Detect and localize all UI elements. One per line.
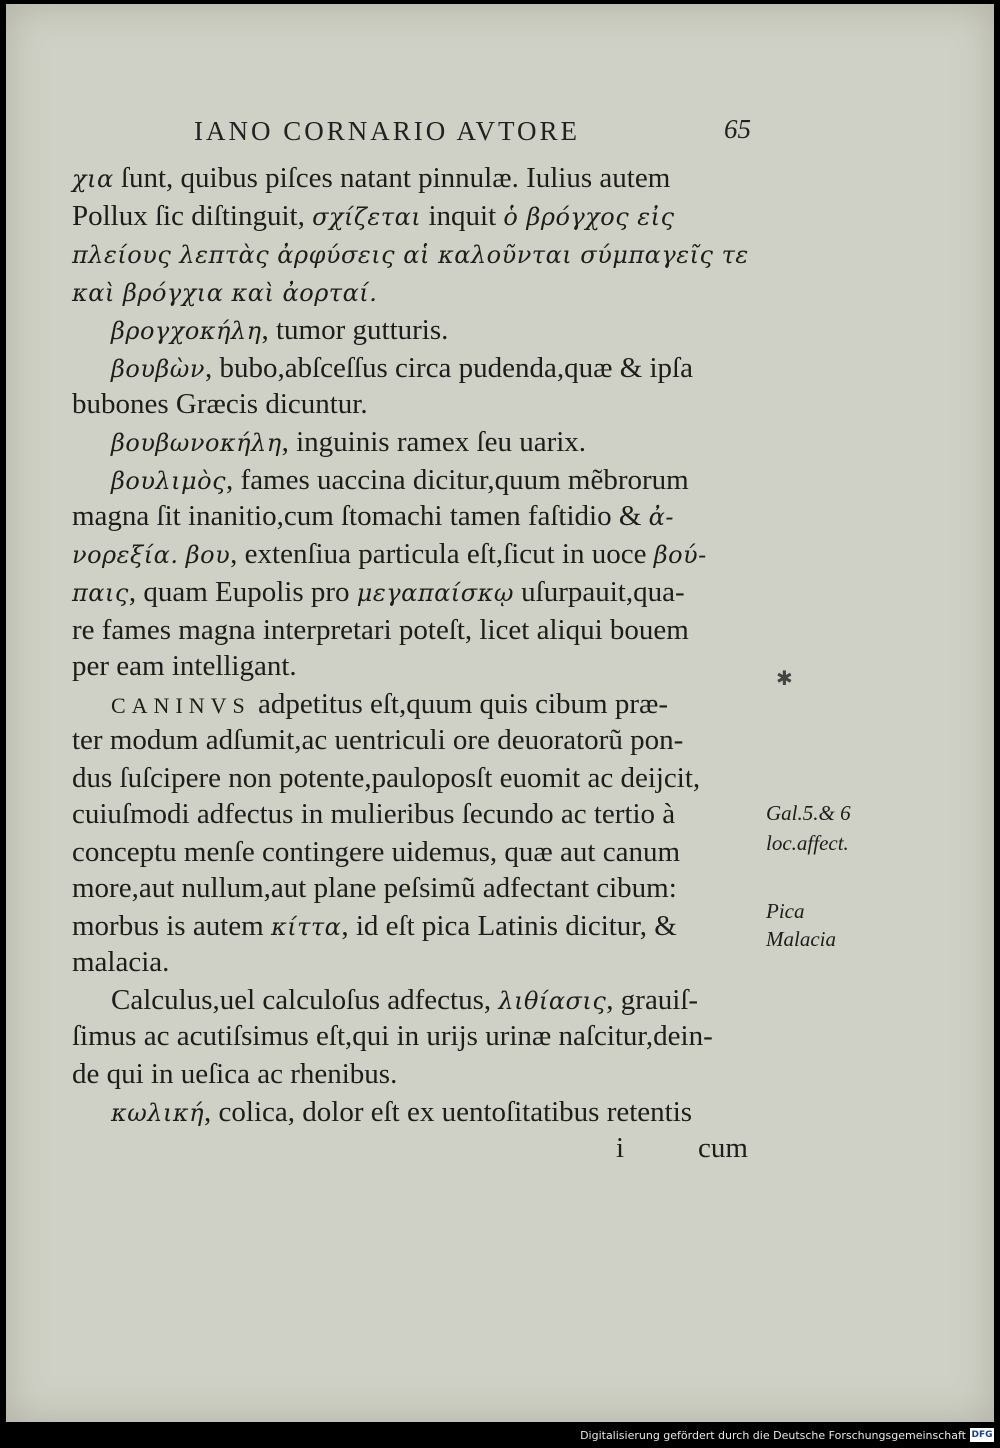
- greek-word: χια: [72, 165, 114, 193]
- text-line-17: [72, 760, 762, 796]
- signature-mark: i: [616, 1132, 625, 1164]
- text-line-20: [72, 870, 762, 906]
- latin-text: , tumor gutturis.: [261, 314, 449, 346]
- page-number: 65: [724, 114, 751, 144]
- greek-word: παις: [72, 579, 129, 607]
- dfg-logo: DFG: [971, 1430, 993, 1440]
- latin-text: , colica, dolor eſt ex uentoſitatibus retentis: [204, 1096, 693, 1128]
- text-line-2: [72, 198, 762, 235]
- text-line-21: [72, 908, 762, 945]
- greek-word: κίττα: [270, 913, 342, 941]
- greek-word: βρογχοκήλη: [111, 317, 262, 345]
- text-line-1: [72, 160, 762, 197]
- latin-text: Calculus,uel calculoſus adfectus,: [111, 984, 499, 1016]
- latin-text: ter modum adſumit,ac uentriculi ore deuoratorũ pon-: [72, 724, 684, 756]
- running-head: IANO CORNARIO AVTORE: [194, 116, 581, 146]
- greek-word: βου: [185, 541, 231, 569]
- text-line-11: [72, 536, 762, 573]
- margin-note-locaffect: loc.affect.: [766, 831, 849, 855]
- latin-text: more,aut nullum,aut plane peſsimũ adfectant cibum:: [72, 872, 677, 904]
- text-line-5: [111, 312, 762, 349]
- book-page: [6, 4, 994, 1422]
- latin-text: per eam intelligant.: [72, 650, 297, 682]
- greek-word: μεγαπαίσκῳ: [356, 579, 514, 607]
- text-line-12: [72, 574, 762, 611]
- margin-note-galen: Gal.5.& 6: [766, 801, 851, 825]
- greek-word: βού-: [653, 541, 707, 569]
- text-line-26: [111, 1094, 762, 1131]
- latin-text: cuiuſmodi adfectus in mulieribus ſecundo ac tertio à: [72, 798, 676, 830]
- text-line-3: [72, 236, 762, 273]
- latin-text: conceptu menſe contingere uidemus, quæ aut canum: [72, 836, 681, 868]
- latin-text: dus ſuſcipere non potente,pauloposſt euomit ac deijcit,: [72, 762, 701, 794]
- spacer: [179, 538, 186, 570]
- text-line-25: [72, 1056, 762, 1092]
- latin-text: , grauiſ-: [606, 984, 699, 1016]
- latin-text: magna ſit inanitio,cum ſtomachi tamen faſtidio &: [72, 500, 649, 532]
- margin-note-malacia: Malacia: [766, 927, 836, 951]
- greek-word: καὶ βρόγχια καὶ ἀορταί.: [72, 279, 378, 307]
- latin-text: , extenſiua particula eſt,ſicut in uoce: [230, 538, 654, 570]
- text-line-19: [72, 834, 762, 870]
- latin-text: ſimus ac acutiſsimus eſt,qui in urijs urinæ naſcitur,dein-: [72, 1020, 713, 1052]
- latin-text: uſurpauit,qua-: [513, 576, 685, 608]
- margin-note-pica: Pica: [766, 899, 805, 923]
- latin-text: morbus is autem: [72, 910, 271, 942]
- latin-text: , bubo,abſceſſus circa pudenda,quæ & ipſa: [204, 352, 693, 384]
- text-line-14: [72, 648, 762, 684]
- latin-text: inquit: [421, 200, 504, 232]
- greek-word: βουβὼν: [111, 355, 205, 383]
- latin-text: adpetitus eſt,quum quis cibum præ-: [250, 688, 669, 720]
- greek-word: βουλιμὸς: [111, 467, 227, 495]
- greek-word: βουβωνοκήλη: [111, 429, 282, 457]
- latin-text: , quam Eupolis pro: [128, 576, 357, 608]
- greek-word: κωλική: [111, 1099, 205, 1127]
- text-line-22: [72, 944, 762, 980]
- text-line-4: [72, 274, 762, 311]
- text-line-7: [72, 386, 762, 422]
- latin-text: , fames uaccina dicitur,quum mẽbrorum: [226, 464, 689, 496]
- latin-text: , inguinis ramex ſeu uarix.: [281, 426, 587, 458]
- text-line-9: [111, 462, 762, 499]
- latin-text: de qui in ueſica ac rhenibus.: [72, 1058, 398, 1090]
- greek-word: ἀ-: [648, 503, 674, 531]
- latin-text: bubones Græcis dicuntur.: [72, 388, 368, 420]
- latin-text: ſunt, quibus piſces natant pinnulæ. Iulius autem: [113, 162, 671, 194]
- text-line-15: [111, 686, 762, 724]
- latin-text: Pollux ſic diſtinguit,: [72, 200, 313, 232]
- latin-text: malacia.: [72, 946, 170, 978]
- text-line-8: [111, 424, 762, 461]
- catchword: cum: [698, 1132, 748, 1164]
- margin-mark: ✱: [776, 666, 793, 690]
- text-line-13: [72, 612, 762, 648]
- text-line-24: [72, 1018, 762, 1054]
- text-line-23: [111, 982, 762, 1019]
- text-line-10: [72, 498, 762, 535]
- footer-credit: Digitalisierung gefördert durch die Deutsche Forschungsgemeinschaft: [580, 1429, 966, 1442]
- latin-text: re fames magna interpretari poteſt, licet aliqui bouem: [72, 614, 689, 646]
- greek-word: νορεξία.: [72, 541, 179, 569]
- text-line-6: [111, 350, 762, 387]
- greek-word: λιθίασις: [498, 987, 607, 1015]
- greek-word: σχίζεται: [312, 203, 422, 231]
- small-caps-word: CANINVS: [111, 693, 251, 718]
- text-line-16: [72, 722, 762, 758]
- text-line-18: [72, 796, 762, 832]
- latin-text: , id eſt pica Latinis dicitur, &: [341, 910, 677, 942]
- greek-word: ὁ βρόγχος εἰς: [503, 203, 675, 231]
- greek-word: πλείους λεπτὰς ἀρφύσεις αἱ καλοῦνται σύμπαγεῖς τε: [72, 241, 749, 269]
